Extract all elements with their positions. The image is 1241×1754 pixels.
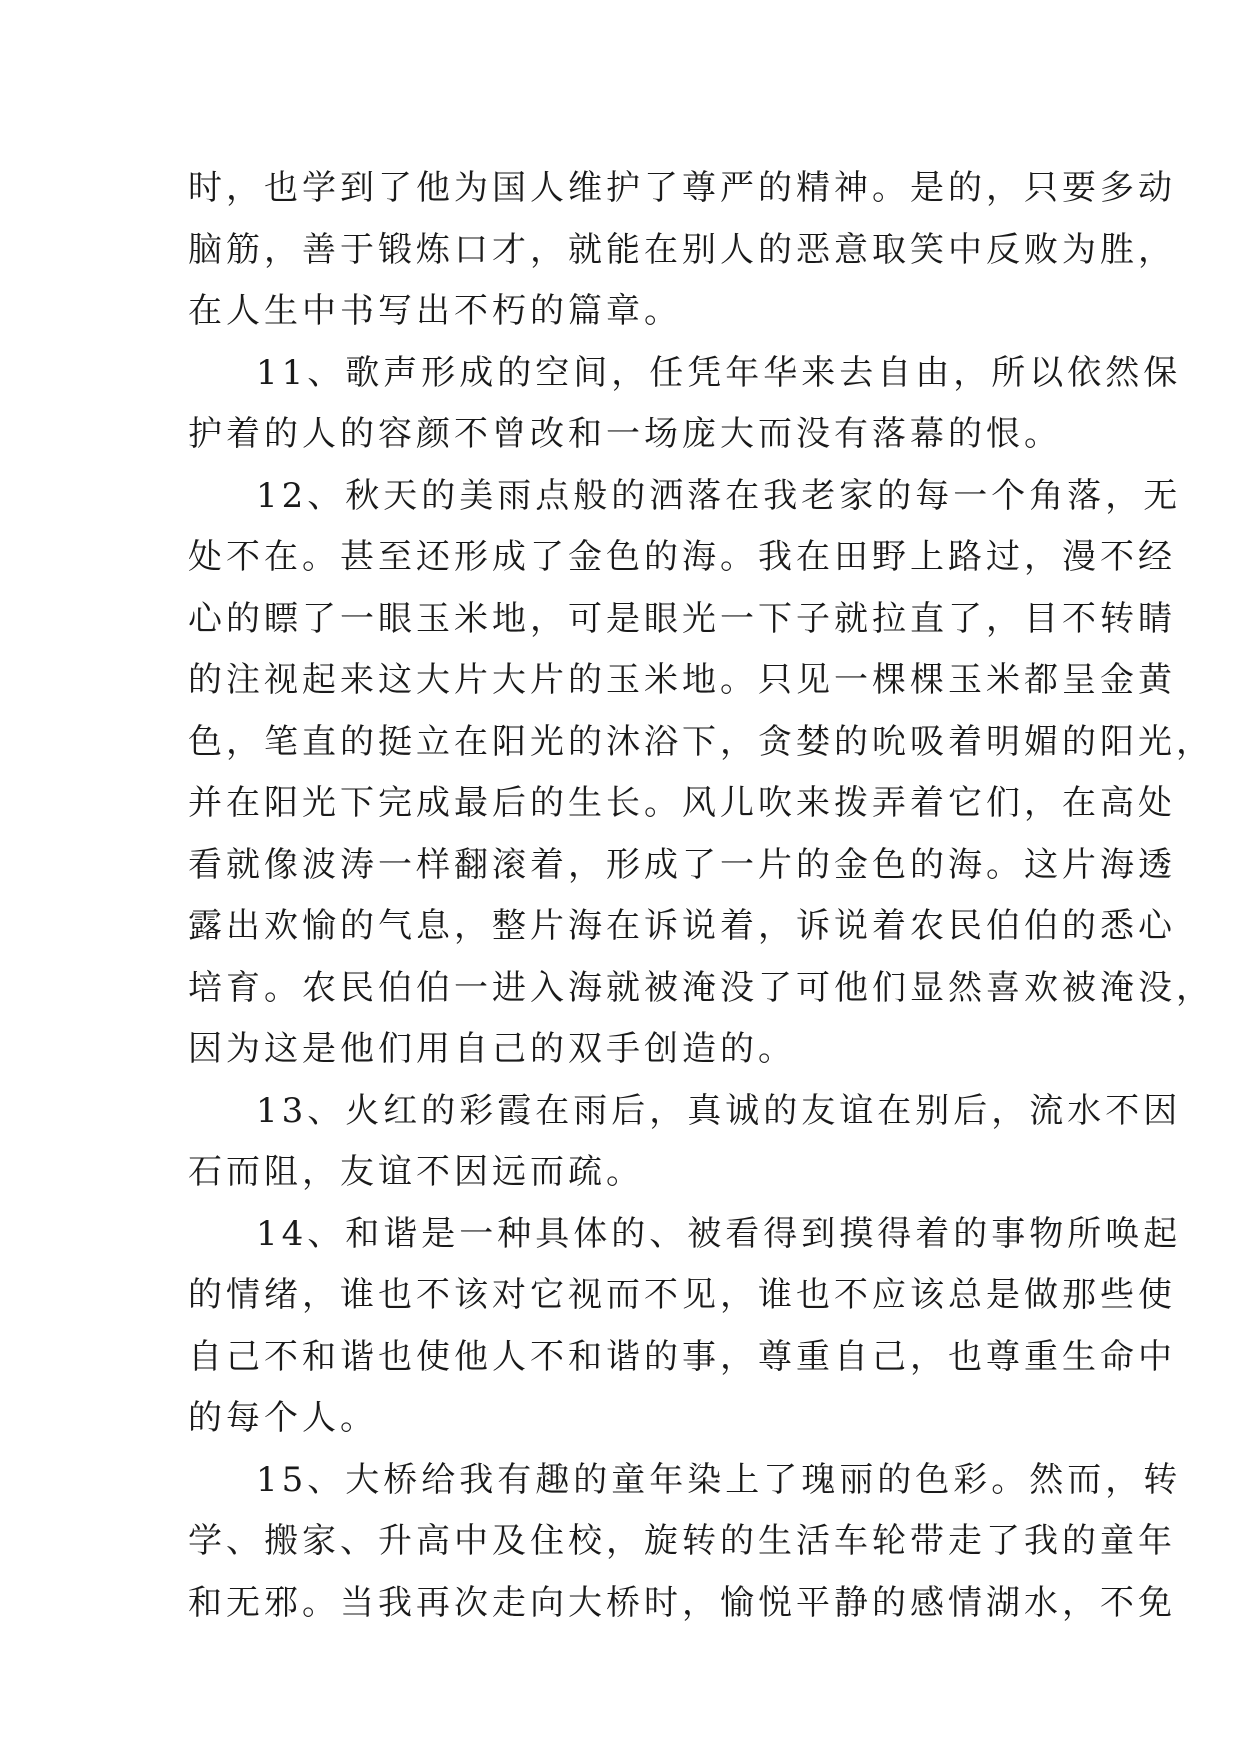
text-line: 培育。农民伯伯一进入海就被淹没了可他们显然喜欢被淹没， bbox=[188, 967, 1214, 1008]
text-line: 看就像波涛一样翻滚着，形成了一片的金色的海。这片海透 bbox=[188, 844, 1176, 885]
text-line: 14、和谐是一种具体的、被看得到摸得着的事物所唤起 bbox=[256, 1213, 1182, 1254]
text-line: 学、搬家、升高中及住校，旋转的生活车轮带走了我的童年 bbox=[188, 1521, 1176, 1561]
text-line: 自己不和谐也使他人不和谐的事，尊重自己，也尊重生命中 bbox=[188, 1336, 1176, 1377]
text-line: 的情绪，谁也不该对它视而不见，谁也不应该总是做那些使 bbox=[188, 1275, 1176, 1315]
text-line: 的每个人。 bbox=[188, 1398, 378, 1438]
text-line: 色，笔直的挺立在阳光的沐浴下，贪婪的吮吸着明媚的阳光， bbox=[188, 721, 1214, 762]
text-line: 露出欢愉的气息，整片海在诉说着，诉说着农民伯伯的悉心 bbox=[188, 906, 1176, 946]
text-line: 因为这是他们用自己的双手创造的。 bbox=[188, 1029, 796, 1069]
text-line: 12、秋天的美雨点般的洒落在我老家的每一个角落，无 bbox=[256, 475, 1182, 516]
text-line: 时，也学到了他为国人维护了尊严的精神。是的，只要多动 bbox=[188, 168, 1176, 208]
text-line: 13、火红的彩霞在雨后，真诚的友谊在别后，流水不因 bbox=[256, 1090, 1182, 1131]
text-line: 11、歌声形成的空间，任凭年华来去自由，所以依然保 bbox=[256, 352, 1182, 393]
text-line: 在人生中书写出不朽的篇章。 bbox=[188, 291, 682, 331]
text-line: 石而阻，友谊不因远而疏。 bbox=[188, 1152, 644, 1192]
document-body bbox=[188, 158, 1214, 1634]
text-line: 脑筋，善于锻炼口才，就能在别人的恶意取笑中反败为胜， bbox=[188, 229, 1176, 270]
text-line: 15、大桥给我有趣的童年染上了瑰丽的色彩。然而，转 bbox=[256, 1459, 1182, 1500]
text-line: 和无邪。当我再次走向大桥时，愉悦平静的感情湖水，不免 bbox=[188, 1582, 1176, 1623]
text-line: 处不在。甚至还形成了金色的海。我在田野上路过，漫不经 bbox=[188, 537, 1176, 577]
text-line: 并在阳光下完成最后的生长。风儿吹来拨弄着它们，在高处 bbox=[188, 783, 1176, 823]
text-line: 护着的人的容颜不曾改和一场庞大而没有落幕的恨。 bbox=[188, 414, 1062, 454]
text-line: 心的瞟了一眼玉米地，可是眼光一下子就拉直了，目不转睛 bbox=[188, 598, 1176, 639]
text-line: 的注视起来这大片大片的玉米地。只见一棵棵玉米都呈金黄 bbox=[188, 660, 1176, 700]
